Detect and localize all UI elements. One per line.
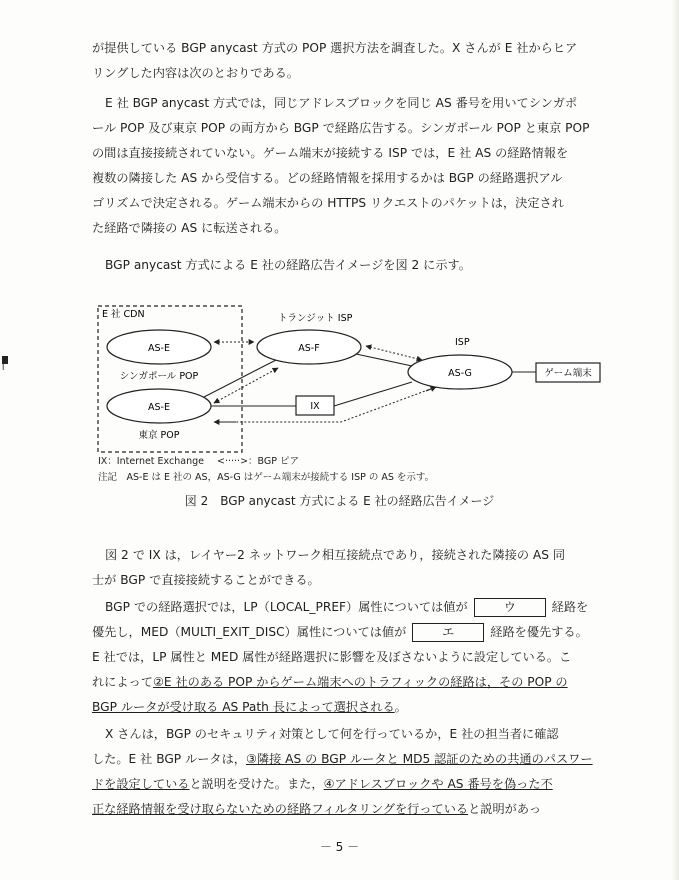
- paragraph-6: [92, 722, 612, 822]
- text-segment: と説明を受けた。また，: [189, 777, 324, 791]
- paragraph-4: [92, 543, 612, 593]
- legend-peer: ：BGP ピア: [248, 456, 300, 467]
- figure-legend: [98, 455, 299, 469]
- text-line: 士が BGP で直接接続することができる。: [92, 573, 320, 587]
- text-segment: 経路を優先する。: [490, 625, 588, 639]
- text-segment: れによって: [92, 675, 153, 689]
- singapore-pop-label: シンガポール POP: [119, 371, 199, 382]
- page-edge-shadow: [671, 0, 679, 880]
- link-tokyo-asf: [204, 360, 276, 397]
- text-line: た経路で隣接の AS に転送される。: [92, 221, 287, 235]
- underlined-text: ドを設定している: [92, 777, 190, 791]
- as-f-label: AS-F: [298, 343, 320, 354]
- text-segment: 優先し，MED（MULTI_EXIT_DISC）属性については値が: [92, 625, 407, 639]
- text-segment: 。: [394, 700, 407, 714]
- bgp-peer-tokyo-asg-head-right: [426, 387, 436, 391]
- figure-note: 注記 AS-E は E 社の AS，AS-G はゲーム端末が接続する ISP の AS を示す。: [98, 472, 435, 483]
- text-line: [92, 797, 612, 822]
- as-e-tokyo-label: AS-E: [148, 402, 170, 413]
- ix-label: IX: [310, 401, 320, 412]
- underlined-text: 正な経路情報を受け取らないための経路フィルタリングを行っている: [92, 802, 469, 816]
- text-line: [92, 620, 612, 645]
- page-number: － 5 －: [319, 840, 360, 854]
- text-line: [92, 695, 612, 720]
- text-line: E 社では，LP 属性と MED 属性が経路選択に影響を及ぼさないように設定している。こ: [92, 650, 572, 664]
- text-segment: した。E 社 BGP ルータは，: [92, 752, 246, 766]
- text-segment: 経路を: [551, 600, 589, 614]
- text-line: BGP anycast 方式による E 社の経路広告イメージを図 2 に示す。: [105, 258, 471, 272]
- figure-caption: 図 2 BGP anycast 方式による E 社の経路広告イメージ: [184, 494, 495, 508]
- text-line: が提供している BGP anycast 方式の POP 選択方法を調査した。X さんが E 社からヒア: [92, 41, 578, 55]
- game-terminal-label: ゲーム端末: [544, 368, 592, 379]
- text-line: X さんは，BGP のセキュリティ対策として何を行っているか，E 社の担当者に確認: [105, 727, 559, 741]
- isp-label: ISP: [455, 337, 470, 348]
- side-marker: [2, 356, 12, 372]
- blank-box-u: ウ: [474, 598, 546, 617]
- bgp-peer-tokyo-asf: [214, 368, 278, 403]
- link-asf-asg: [356, 354, 412, 366]
- underlined-text: BGP ルータが受け取る AS Path 長によって選択される: [92, 700, 395, 714]
- text-line: [92, 747, 612, 772]
- legend-peer-arrow-icon: <·····>: [217, 456, 249, 467]
- text-line: E 社 BGP anycast 方式では，同じアドレスブロックを同じ AS 番号を用いてシンガポ: [105, 96, 578, 110]
- cdn-label: E 社 CDN: [102, 309, 145, 320]
- legend-ix: IX：Internet Exchange: [98, 456, 204, 467]
- paragraph-2: [92, 91, 612, 241]
- paragraph-3: [92, 253, 612, 278]
- side-marker-text: I: [2, 363, 5, 372]
- text-line: [92, 772, 612, 797]
- text-line: [92, 670, 612, 695]
- underlined-text: ②E 社のある POP からゲーム端末へのトラフィックの経路は，その POP の: [152, 675, 568, 689]
- text-line: ゴリズムで決定される。ゲーム端末からの HTTPS リクエストのパケットは，決定され: [92, 196, 564, 210]
- link-ix-asg: [334, 382, 412, 406]
- underlined-text: ④アドレスブロックや AS 番号を偽った不: [323, 777, 553, 791]
- text-line: 図 2 で IX は，レイヤー2 ネットワーク相互接続点であり，接続された隣接の AS 同: [105, 548, 566, 562]
- paragraph-1: [92, 36, 612, 86]
- text-line: [92, 595, 612, 620]
- text-segment: BGP での経路選択では，LP（LOCAL_PREF）属性については値が: [105, 600, 468, 614]
- paragraph-5: [92, 595, 612, 720]
- blank-box-e: エ: [412, 623, 484, 642]
- underlined-text: ③隣接 AS の BGP ルータと MD5 認証のための共通のパスワー: [245, 752, 593, 766]
- text-line: の間は直接接続されていない。ゲーム端末が接続する ISP では，E 社 AS の経路情報を: [92, 146, 569, 160]
- text-segment: と説明があっ: [468, 802, 542, 816]
- text-line: 複数の隣接した AS から受信する。どの経路情報を採用するかは BGP の経路選択アル: [92, 171, 563, 185]
- tokyo-pop-label: 東京 POP: [138, 430, 180, 441]
- text-line: リングした内容は次のとおりである。: [92, 66, 299, 80]
- as-e-singapore-label: AS-E: [148, 343, 170, 354]
- figure-2-diagram: [96, 302, 616, 462]
- as-g-label: AS-G: [448, 368, 472, 379]
- text-line: ール POP 及び東京 POP の両方から BGP で経路広告する。シンガポール POP と東京 POP: [92, 121, 590, 135]
- transit-isp-label: トランジット ISP: [278, 313, 353, 324]
